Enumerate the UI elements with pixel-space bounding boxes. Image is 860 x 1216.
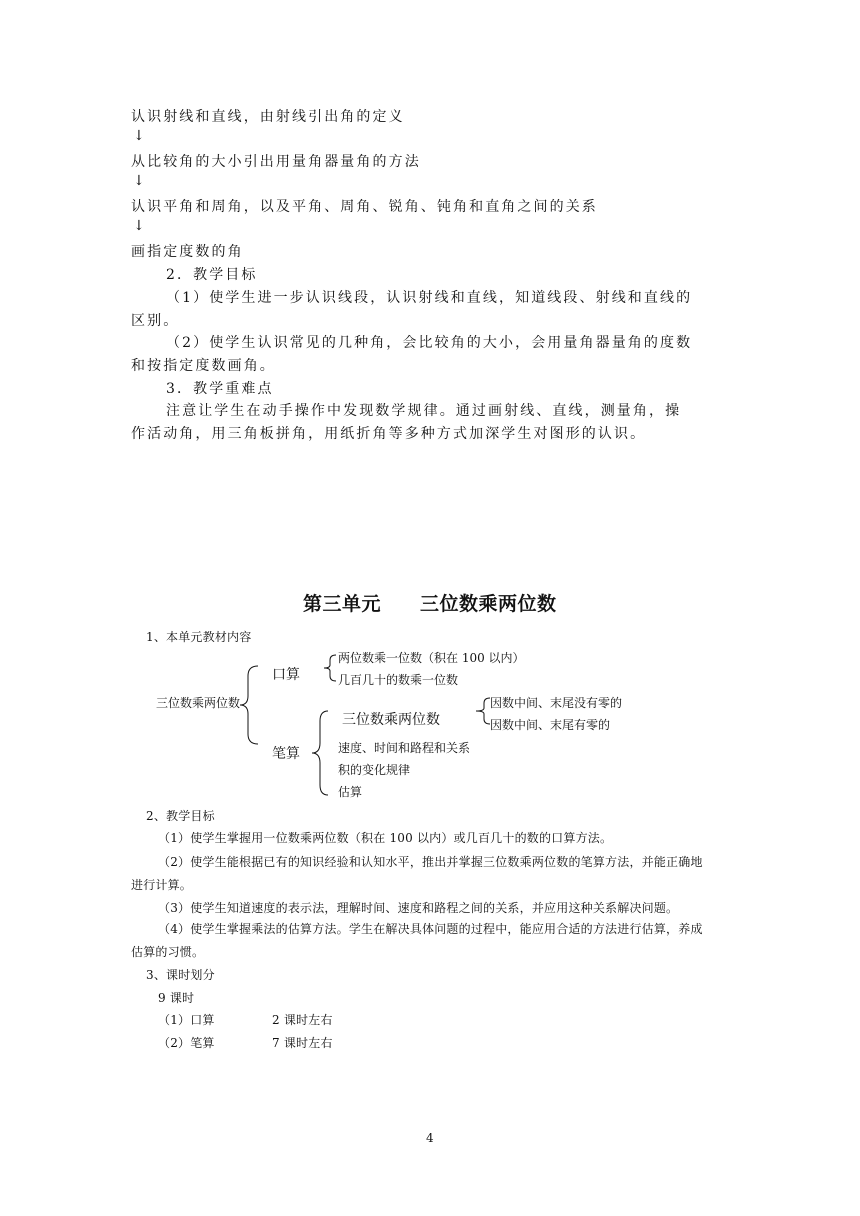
- written-brace-icon: [308, 709, 332, 797]
- goals-item-2-line-2: 和按指定度数画角。: [131, 358, 276, 374]
- section-1-heading: 1、本单元教材内容: [146, 630, 252, 644]
- unit-goal-4-line-2: 估算的习惯。: [131, 945, 205, 959]
- tree-oral-item-1: 两位数乘一位数（积在 100 以内）: [338, 651, 525, 665]
- period-1-value: 2 课时左右: [272, 1013, 333, 1027]
- tree-written-item-2: 速度、时间和路程和关系: [338, 741, 471, 755]
- unit-goal-2-line-1: （2）使学生能根据已有的知识经验和认知水平，推出并掌握三位数乘两位数的笔算方法，并能正确地: [158, 855, 703, 869]
- unit-goal-3: （3）使学生知道速度的表示法，理解时间、速度和路程之间的关系，并应用这种关系解决问题。: [158, 901, 679, 915]
- goals-item-2-line-1: （2）使学生认识常见的几种角，会比较角的大小，会用量角器量角的度数: [166, 335, 693, 351]
- flow-step-4: 画指定度数的角: [131, 244, 244, 260]
- tree-written-item-4: 估算: [338, 785, 363, 799]
- goals-item-1-line-2: 区别。: [131, 313, 180, 329]
- tree-written-sub-1: 因数中间、末尾没有零的: [490, 696, 623, 710]
- page-number: 4: [426, 1131, 434, 1145]
- tree-written-item-3: 积的变化规律: [338, 763, 411, 777]
- oral-brace-icon: [322, 653, 338, 683]
- flow-arrow-down-icon: ↓: [133, 173, 145, 189]
- tree-root: 三位数乘两位数: [156, 696, 241, 710]
- unit-goal-4-line-1: （4）使学生掌握乘法的估算方法。学生在解决具体问题的过程中，能应用合适的方法进行估算，养成: [158, 922, 703, 936]
- unit-goal-2-line-2: 进行计算。: [131, 878, 193, 892]
- unit-goal-1: （1）使学生掌握用一位数乘两位数（积在 100 以内）或几百几十的数的口算方法。: [158, 831, 613, 845]
- flow-arrow-down-icon: ↓: [133, 128, 145, 144]
- period-2-value: 7 课时左右: [272, 1036, 333, 1050]
- tree-written-sub-2: 因数中间、末尾有零的: [490, 718, 611, 732]
- section-2-heading: 2、教学目标: [146, 809, 215, 823]
- root-brace-icon: [238, 664, 262, 746]
- tree-written: 笔算: [272, 746, 300, 762]
- period-total: 9 课时: [158, 991, 195, 1005]
- tree-oral: 口算: [272, 667, 300, 683]
- difficulties-heading: 3．教学重难点: [166, 381, 274, 397]
- goals-item-1-line-1: （1）使学生进一步认识线段，认识射线和直线，知道线段、射线和直线的: [166, 290, 693, 306]
- flow-arrow-down-icon: ↓: [133, 218, 145, 234]
- period-2-label: （2）笔算: [158, 1036, 215, 1050]
- flow-step-3: 认识平角和周角，以及平角、周角、锐角、钝角和直角之间的关系: [131, 199, 598, 215]
- flow-step-2: 从比较角的大小引出用量角器量角的方法: [131, 154, 421, 170]
- period-1-label: （1）口算: [158, 1013, 215, 1027]
- goals-heading: 2．教学目标: [166, 267, 258, 283]
- tree-oral-item-2: 几百几十的数乘一位数: [338, 673, 459, 687]
- flow-step-1: 认识射线和直线，由射线引出角的定义: [131, 109, 405, 125]
- unit-title: 第三单元 三位数乘两位数: [303, 593, 557, 615]
- difficulties-line-1: 注意让学生在动手操作中发现数学规律。通过画射线、直线，测量角，操: [166, 403, 682, 419]
- section-3-heading: 3、课时划分: [146, 968, 215, 982]
- tree-written-item-1: 三位数乘两位数: [342, 712, 440, 728]
- difficulties-line-2: 作活动角，用三角板拼角，用纸折角等多种方式加深学生对图形的认识。: [131, 426, 647, 442]
